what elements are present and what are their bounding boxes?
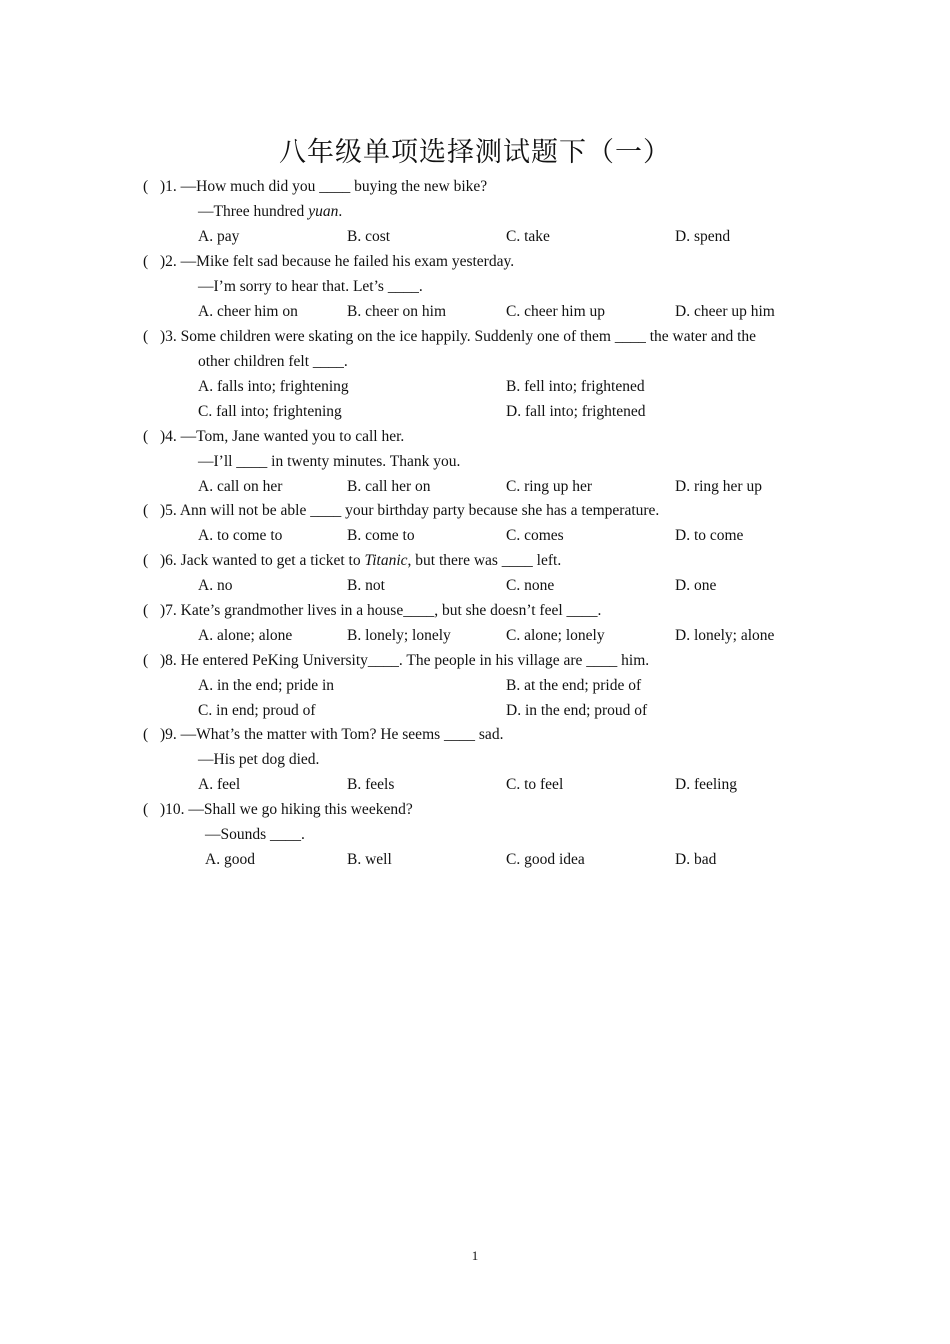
answer-bracket[interactable]: (	[143, 428, 149, 445]
option-d[interactable]: D. in the end; proud of	[506, 702, 648, 719]
option-b[interactable]: B. well	[347, 851, 392, 868]
option-d[interactable]: D. cheer up him	[675, 303, 775, 320]
question-text: Some children were skating on the ice happily. Suddenly one of them ____ the water and the	[180, 328, 757, 345]
option-a[interactable]: A. alone; alone	[198, 627, 293, 644]
option-d[interactable]: D. ring her up	[675, 478, 762, 495]
answer-bracket[interactable]: (	[143, 253, 149, 270]
question-text: —What’s the matter with Tom? He seems ____ sad.	[180, 726, 504, 743]
option-b[interactable]: B. feels	[347, 776, 395, 793]
question-number: )6.	[160, 552, 181, 569]
question-number: )3.	[160, 328, 181, 345]
option-b[interactable]: B. fell into; frightened	[506, 378, 645, 395]
option-a[interactable]: A. in the end; pride in	[198, 677, 335, 694]
question-number: )9.	[160, 726, 181, 743]
question-text-continued: other children felt ____.	[198, 353, 348, 370]
question-number: )4.	[160, 428, 181, 445]
question-text: Ann will not be able ____ your birthday party because she has a temperature.	[179, 502, 660, 519]
question-text: —Tom, Jane wanted you to call her.	[180, 428, 405, 445]
option-d[interactable]: D. bad	[675, 851, 717, 868]
question-number: )5.	[160, 502, 180, 519]
option-c[interactable]: C. comes	[506, 527, 564, 544]
option-d[interactable]: D. feeling	[675, 776, 737, 793]
option-c[interactable]: C. none	[506, 577, 555, 594]
answer-bracket[interactable]: (	[143, 652, 149, 669]
question-text: —Mike felt sad because he failed his exam yesterday.	[180, 253, 515, 270]
question-reply: —His pet dog died.	[198, 751, 320, 768]
answer-bracket[interactable]: (	[143, 726, 149, 743]
option-c[interactable]: C. ring up her	[506, 478, 593, 495]
option-d[interactable]: D. lonely; alone	[675, 627, 775, 644]
question-number: )8.	[160, 652, 181, 669]
question-reply: —I’ll ____ in twenty minutes. Thank you.	[198, 453, 461, 470]
option-c[interactable]: C. alone; lonely	[506, 627, 605, 644]
option-a[interactable]: A. no	[198, 577, 233, 594]
option-a[interactable]: A. cheer him on	[198, 303, 298, 320]
option-a[interactable]: A. call on her	[198, 478, 283, 495]
page-title: 八年级单项选择测试题下（一）	[279, 137, 671, 168]
question-number: )10.	[160, 801, 189, 818]
option-b[interactable]: B. cheer on him	[347, 303, 447, 320]
answer-bracket[interactable]: (	[143, 552, 149, 569]
option-a[interactable]: A. feel	[198, 776, 241, 793]
question-reply: —I’m sorry to hear that. Let’s ____.	[198, 278, 423, 295]
question-reply: —Sounds ____.	[205, 826, 305, 843]
option-a[interactable]: A. to come to	[198, 527, 283, 544]
option-d[interactable]: D. spend	[675, 228, 731, 245]
option-d[interactable]: D. to come	[675, 527, 744, 544]
option-c[interactable]: C. in end; proud of	[198, 702, 316, 719]
option-c[interactable]: C. to feel	[506, 776, 564, 793]
option-c[interactable]: C. good idea	[506, 851, 585, 868]
page-number: 1	[471, 1248, 479, 1263]
option-b[interactable]: B. come to	[347, 527, 415, 544]
answer-bracket[interactable]: (	[143, 328, 149, 345]
question-text: Jack wanted to get a ticket to Titanic, but there was ____ left.	[180, 552, 562, 569]
option-b[interactable]: B. not	[347, 577, 385, 594]
question-text: Kate’s grandmother lives in a house____, but she doesn’t feel ____.	[180, 602, 602, 619]
answer-bracket[interactable]: (	[143, 801, 149, 818]
option-a[interactable]: A. falls into; frightening	[198, 378, 349, 395]
option-b[interactable]: B. at the end; pride of	[506, 677, 642, 694]
question-reply: —Three hundred yuan.	[198, 203, 343, 220]
option-c[interactable]: C. fall into; frightening	[198, 403, 342, 420]
question-number: )1.	[160, 178, 181, 195]
option-b[interactable]: B. cost	[347, 228, 391, 245]
option-a[interactable]: A. good	[205, 851, 255, 868]
question-number: )7.	[160, 602, 181, 619]
answer-bracket[interactable]: (	[143, 602, 149, 619]
question-number: )2.	[160, 253, 181, 270]
question-text: —Shall we go hiking this weekend?	[188, 801, 413, 818]
option-b[interactable]: B. lonely; lonely	[347, 627, 451, 644]
option-d[interactable]: D. one	[675, 577, 717, 594]
answer-bracket[interactable]: (	[143, 178, 149, 195]
question-text: He entered PeKing University____. The people in his village are ____ him.	[180, 652, 650, 669]
option-c[interactable]: C. take	[506, 228, 550, 245]
answer-bracket[interactable]: (	[143, 502, 149, 519]
option-c[interactable]: C. cheer him up	[506, 303, 606, 320]
option-b[interactable]: B. call her on	[347, 478, 431, 495]
option-a[interactable]: A. pay	[198, 228, 240, 245]
option-d[interactable]: D. fall into; frightened	[506, 403, 646, 420]
question-text: —How much did you ____ buying the new bike?	[180, 178, 488, 195]
